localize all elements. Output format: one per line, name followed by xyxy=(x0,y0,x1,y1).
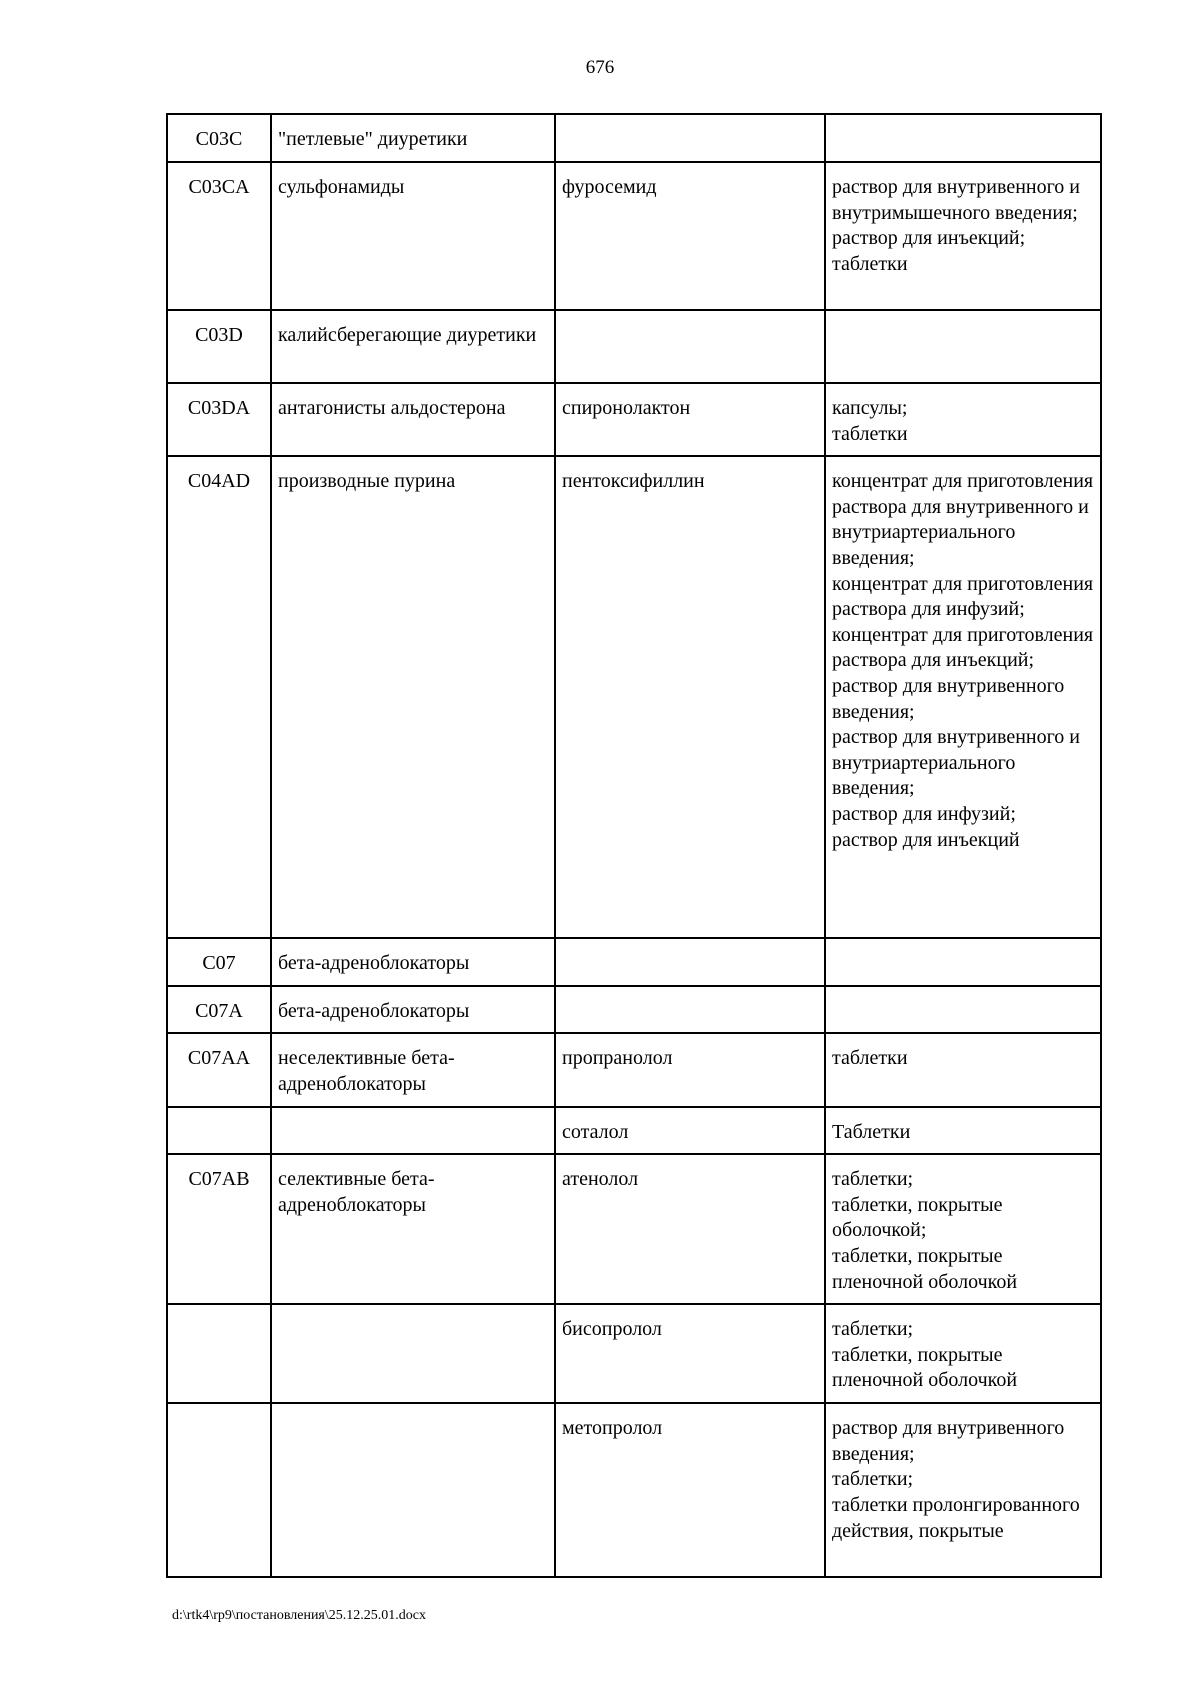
drug-name: бисопролол xyxy=(555,1304,825,1403)
group-name: бета-адреноблокаторы xyxy=(271,938,555,986)
footer-file-path: d:\rtk4\rp9\постановления\25.12.25.01.docx xyxy=(172,1608,426,1623)
drug-name: фуросемид xyxy=(555,162,825,310)
drug-name xyxy=(555,310,825,383)
table-row xyxy=(167,1107,1101,1155)
atc-code: C03C xyxy=(167,114,271,162)
table-row xyxy=(167,1403,1101,1577)
drug-name: спиронолактон xyxy=(555,383,825,456)
table-row xyxy=(167,1304,1101,1403)
table-row xyxy=(167,310,1101,383)
atc-code: C03DA xyxy=(167,383,271,456)
group-name xyxy=(271,1304,555,1403)
dosage-form xyxy=(825,986,1101,1034)
table-row xyxy=(167,938,1101,986)
drug-name: соталол xyxy=(555,1107,825,1155)
group-name: бета-адреноблокаторы xyxy=(271,986,555,1034)
dosage-form xyxy=(825,938,1101,986)
drug-name xyxy=(555,114,825,162)
drug-name: пентоксифиллин xyxy=(555,456,825,938)
group-name xyxy=(271,1403,555,1577)
atc-code: C03D xyxy=(167,310,271,383)
table-row xyxy=(167,114,1101,162)
drug-name xyxy=(555,938,825,986)
group-name: селективные бета-адреноблокаторы xyxy=(271,1154,555,1304)
table-row xyxy=(167,456,1101,938)
atc-code: C07A xyxy=(167,986,271,1034)
dosage-form: таблетки; таблетки, покрытые пленочной оболочкой xyxy=(825,1304,1101,1403)
dosage-form: таблетки xyxy=(825,1033,1101,1106)
drug-name: пропранолол xyxy=(555,1033,825,1106)
group-name: производные пурина xyxy=(271,456,555,938)
atc-code: C07 xyxy=(167,938,271,986)
table-row xyxy=(167,986,1101,1034)
drug-name xyxy=(555,986,825,1034)
dosage-form: Таблетки xyxy=(825,1107,1101,1155)
atc-code: C07AA xyxy=(167,1033,271,1106)
drug-name: метопролол xyxy=(555,1403,825,1577)
group-name: калийсберегающие диуретики xyxy=(271,310,555,383)
page-number: 676 xyxy=(585,57,615,78)
atc-code xyxy=(167,1403,271,1577)
atc-code: C03CA xyxy=(167,162,271,310)
dosage-form: таблетки; таблетки, покрытые оболочкой; таблетки, покрытые пленочной оболочкой xyxy=(825,1154,1101,1304)
table-row xyxy=(167,1033,1101,1106)
atc-code xyxy=(167,1107,271,1155)
group-name xyxy=(271,1107,555,1155)
atc-code xyxy=(167,1304,271,1403)
drug-table xyxy=(166,113,1102,1578)
dosage-form: раствор для внутривенного введения; таблетки; таблетки пролонгированного действия, покрытые xyxy=(825,1403,1101,1577)
group-name: неселективные бета-адреноблокаторы xyxy=(271,1033,555,1106)
dosage-form: раствор для внутривенного и внутримышечного введения; раствор для инъекций; таблетки xyxy=(825,162,1101,310)
group-name: "петлевые" диуретики xyxy=(271,114,555,162)
dosage-form: капсулы; таблетки xyxy=(825,383,1101,456)
drug-name: атенолол xyxy=(555,1154,825,1304)
dosage-form: концентрат для приготовления раствора для внутривенного и внутриартериального введения; концентрат для приготовления раствора для инфузий; концентрат для приготовления раствора для инъекций; раствор для внутривенного введения; раствор для внутривенного и внутриартериального введения; раствор для инфузий; раствор для инъекций xyxy=(825,456,1101,938)
dosage-form xyxy=(825,114,1101,162)
atc-code: C07AB xyxy=(167,1154,271,1304)
dosage-form xyxy=(825,310,1101,383)
group-name: антагонисты альдостерона xyxy=(271,383,555,456)
atc-code: C04AD xyxy=(167,456,271,938)
table-row xyxy=(167,383,1101,456)
table-row xyxy=(167,162,1101,310)
table-row xyxy=(167,1154,1101,1304)
group-name: сульфонамиды xyxy=(271,162,555,310)
